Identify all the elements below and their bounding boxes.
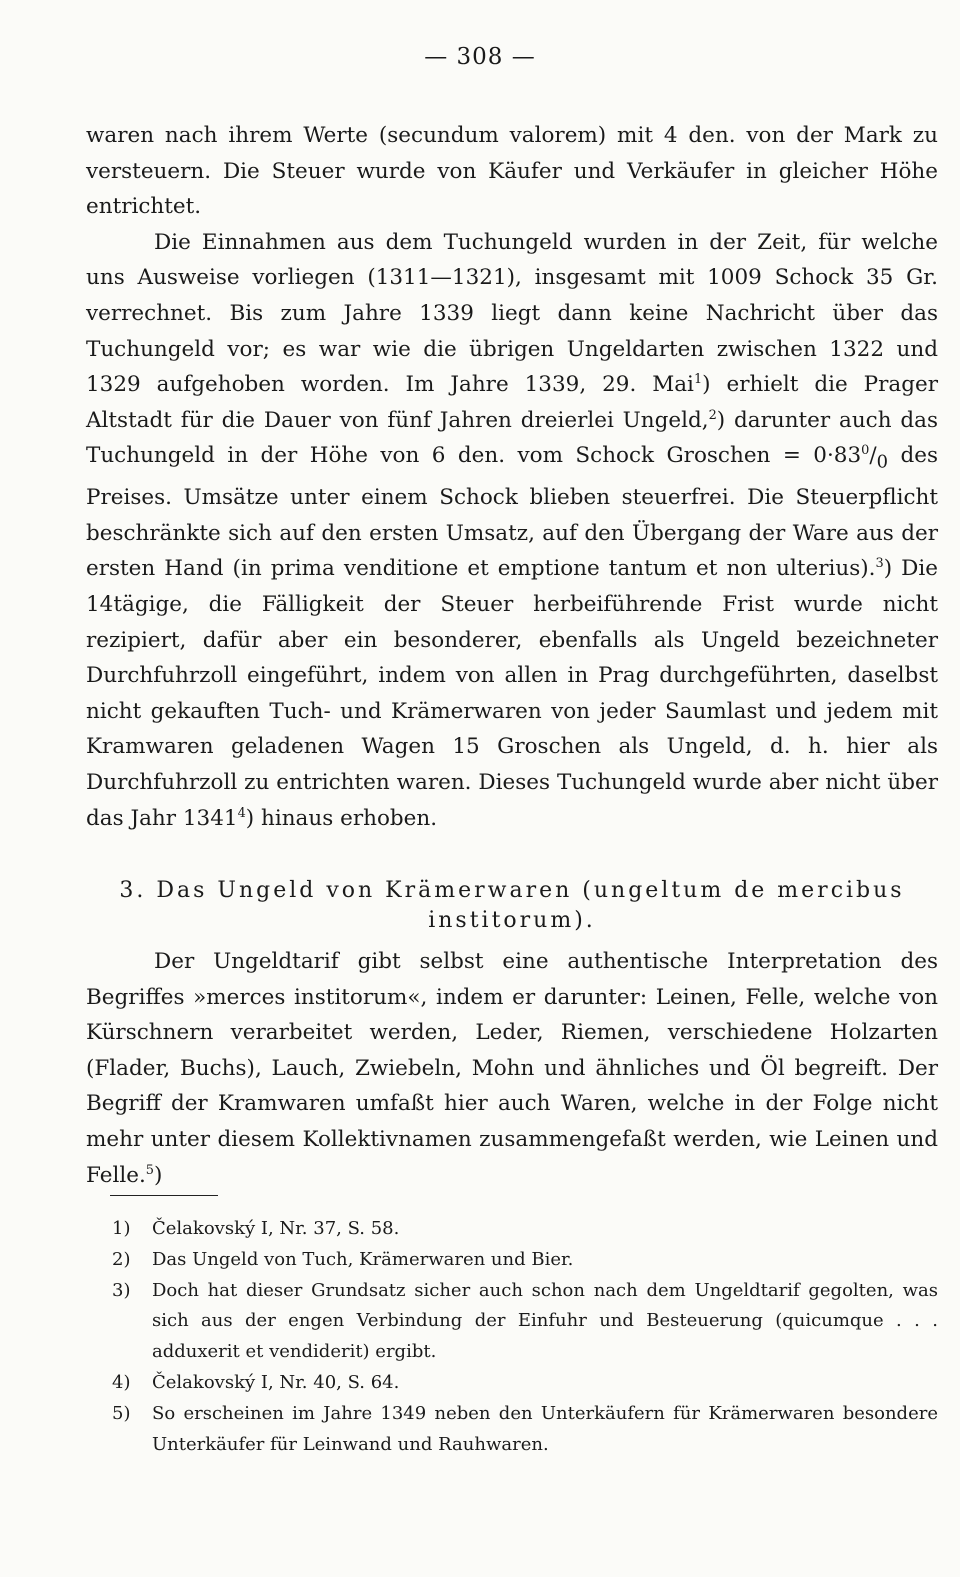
footnote [112,1214,938,1245]
footnote-text: Čelakovský I, Nr. 37, S. 58. [152,1218,400,1239]
footnote-number: 3) [112,1279,131,1301]
text-run: waren nach ihrem Werte (secundum valorem) mit 4 den. von der Mark zu versteuern. Die Steuer wurde von Käufer und Verkäufer in gleicher Höhe entrichtet. [86,123,938,220]
footnote-number: 5) [112,1402,131,1424]
footnote-text: So erscheinen im Jahre 1349 neben den Unterkäufern für Krämerwaren besondere Unterkäufer für Leinwand und Rauhwaren. [152,1402,938,1455]
text-run: ) Die 14tägige, die Fälligkeit der Steuer herbeiführende Frist wurde nicht rezipiert, dafür aber ein besonderer, ebenfalls als Ungeld bezeichneter Durchfuhrzoll eingeführt, indem von allen in Prag durchgeführten, daselbst nicht gekauften Tuch- und Krämerwaren von jeder Saumlast und jedem mit Kramwaren geladenen Wagen 15 Groschen als Ungeld, d. h. hier als Durchfuhrzoll zu entrichten waren. Dieses Tuchungeld wurde aber nicht über das Jahr 1341 [86,556,938,831]
paragraph-tuchungeld [86,225,938,836]
footnote-number: 4) [112,1371,131,1393]
footnote-text: Čelakovský I, Nr. 40, S. 64. [152,1371,400,1393]
footnote [112,1368,938,1399]
footnote [112,1399,938,1461]
text-run: ) darunter auch das Tuchungeld in der Höhe von 6 den. vom Schock Groschen = 0·83 [86,407,938,469]
footnote-number: 1) [112,1218,131,1239]
section-paragraph-text: Der Ungeldtarif gibt selbst eine authentische Interpretation des Begriffes »merces institorum«, indem er darunter: Leinen, Felle, welche von Kürschnern verarbeitet werden, Leder, Riemen, verschiedene Holzarten (Flader, Buchs), Lauch, Zwiebeln, Mohn und ähnliches und Öl begreift. Der Begriff der Kramwaren umfaßt hier auch Waren, welche in der Folge nicht mehr unter diesem Kollektivnamen zusammengefaßt werden, wie Leinen und Felle. [86,949,938,1188]
text-run: / [869,443,877,469]
footnote [112,1245,938,1276]
footnote-ref: 3 [875,556,884,572]
text-run: ) erhielt die Prager Altstadt für die Dauer von fünf Jahren dreierlei Ungeld, [86,372,938,433]
page-number: — 308 — [424,44,536,70]
section-heading: 3. Das Ungeld von Krämerwaren (ungeltum de mercibus institorum). [119,878,905,933]
footnote-number: 2) [112,1248,131,1270]
footnote-divider [110,1195,218,1196]
footnote-ref-close: ) [153,1162,163,1188]
footnote-text: Das Ungeld von Tuch, Krämerwaren und Bier. [152,1248,574,1270]
text-run: ) hinaus erhoben. [245,805,438,831]
paragraph-continued [86,118,938,225]
footnote-text: Doch hat dieser Grundsatz sicher auch schon nach dem Ungeldtarif gegolten, was sich aus der engen Verbindung der Einfuhr und Besteuerung (quicumque . . . adduxerit et vendiderit) ergibt. [152,1279,938,1363]
body-text [86,118,938,836]
footnote-ref: 0 [861,443,870,459]
text-run: des Preises. Umsätze unter einem Schock blieben steuerfrei. Die Steuerpflicht beschränkte sich auf den ersten Umsatz, auf den Übergang der Ware aus der ersten Hand (in prima venditione et emptione tantum et non ulterius). [86,443,938,582]
section-paragraph [86,944,938,1193]
footnote-ref: 4 [237,805,246,821]
footnote-ref-5: 5 [145,1162,154,1178]
footnote [112,1276,938,1368]
footnote-ref: 2 [708,407,717,423]
footnote-ref: 1 [693,372,703,387]
subscript: 0 [876,451,889,473]
text-run: Die Einnahmen aus dem Tuchungeld wurden in der Zeit, für welche uns Ausweise vorliegen (1311—1321), insgesamt mit 1009 Schock 35 Gr. verrechnet. Bis zum Jahre 1339 liegt dann keine Nachricht über das Tuchungeld vor; es war wie die übrigen Ungeldarten zwischen 1322 und 1329 aufgehoben worden. Im Jahre 1339, 29. Mai [86,229,938,398]
footnotes-list [112,1214,938,1460]
